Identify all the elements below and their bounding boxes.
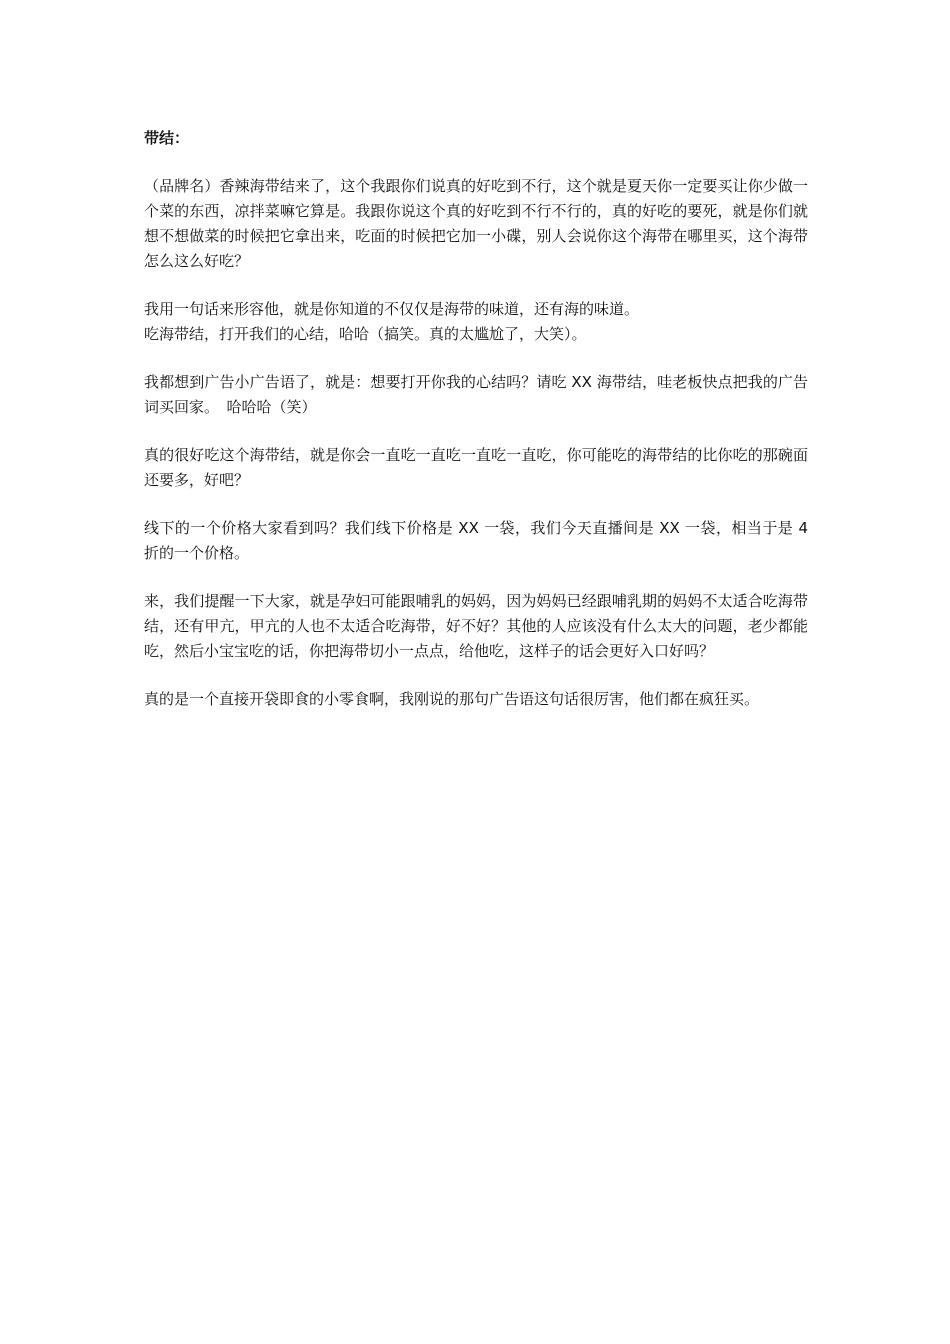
document-heading: 带结： <box>144 129 190 147</box>
paragraph-describe: 我用一句话来形容他，就是你知道的不仅仅是海带的味道，还有海的味道。 <box>144 300 640 318</box>
paragraph-closing: 真的是一个直接开袋即食的小零食啊，我刚说的那句广告语这句话很厉害，他们都在疯狂买。 <box>144 690 760 708</box>
paragraph-slogan: 我都想到广告小广告语了，就是：想要打开你我的心结吗？请吃 XX 海带结，哇老板快点把我的广告词买回家。 哈哈哈（笑） <box>144 373 808 416</box>
paragraph-joke: 吃海带结，打开我们的心结，哈哈（搞笑。真的太尴尬了，大笑）。 <box>144 325 587 343</box>
paragraph-taste: 真的很好吃这个海带结，就是你会一直吃一直吃一直吃一直吃，你可能吃的海带结的比你吃的那碗面还要多，好吧？ <box>144 446 808 489</box>
paragraph-price: 线下的一个价格大家看到吗？我们线下价格是 XX 一袋，我们今天直播间是 XX 一袋，相当于是 4 折的一个价格。 <box>144 519 808 562</box>
paragraph-intro: （品牌名）香辣海带结来了，这个我跟你们说真的好吃到不行，这个就是夏天你一定要买让你少做一个菜的东西，凉拌菜嘛它算是。我跟你说这个真的好吃到不行不行的，真的好吃的要死，就是你们就想不想做菜的时候把它拿出来，吃面的时候把它加一小碟，别人会说你这个海带在哪里买，这个海带怎么这么好吃？ <box>144 177 808 270</box>
document-body <box>144 126 808 735</box>
paragraph-warning: 来，我们提醒一下大家，就是孕妇可能跟哺乳的妈妈，因为妈妈已经跟哺乳期的妈妈不太适合吃海带结，还有甲亢，甲亢的人也不太适合吃海带，好不好？其他的人应该没有什么太大的问题，老少都能吃，然后小宝宝吃的话，你把海带切小一点点，给他吃，这样子的话会更好入口好吗？ <box>144 592 808 660</box>
